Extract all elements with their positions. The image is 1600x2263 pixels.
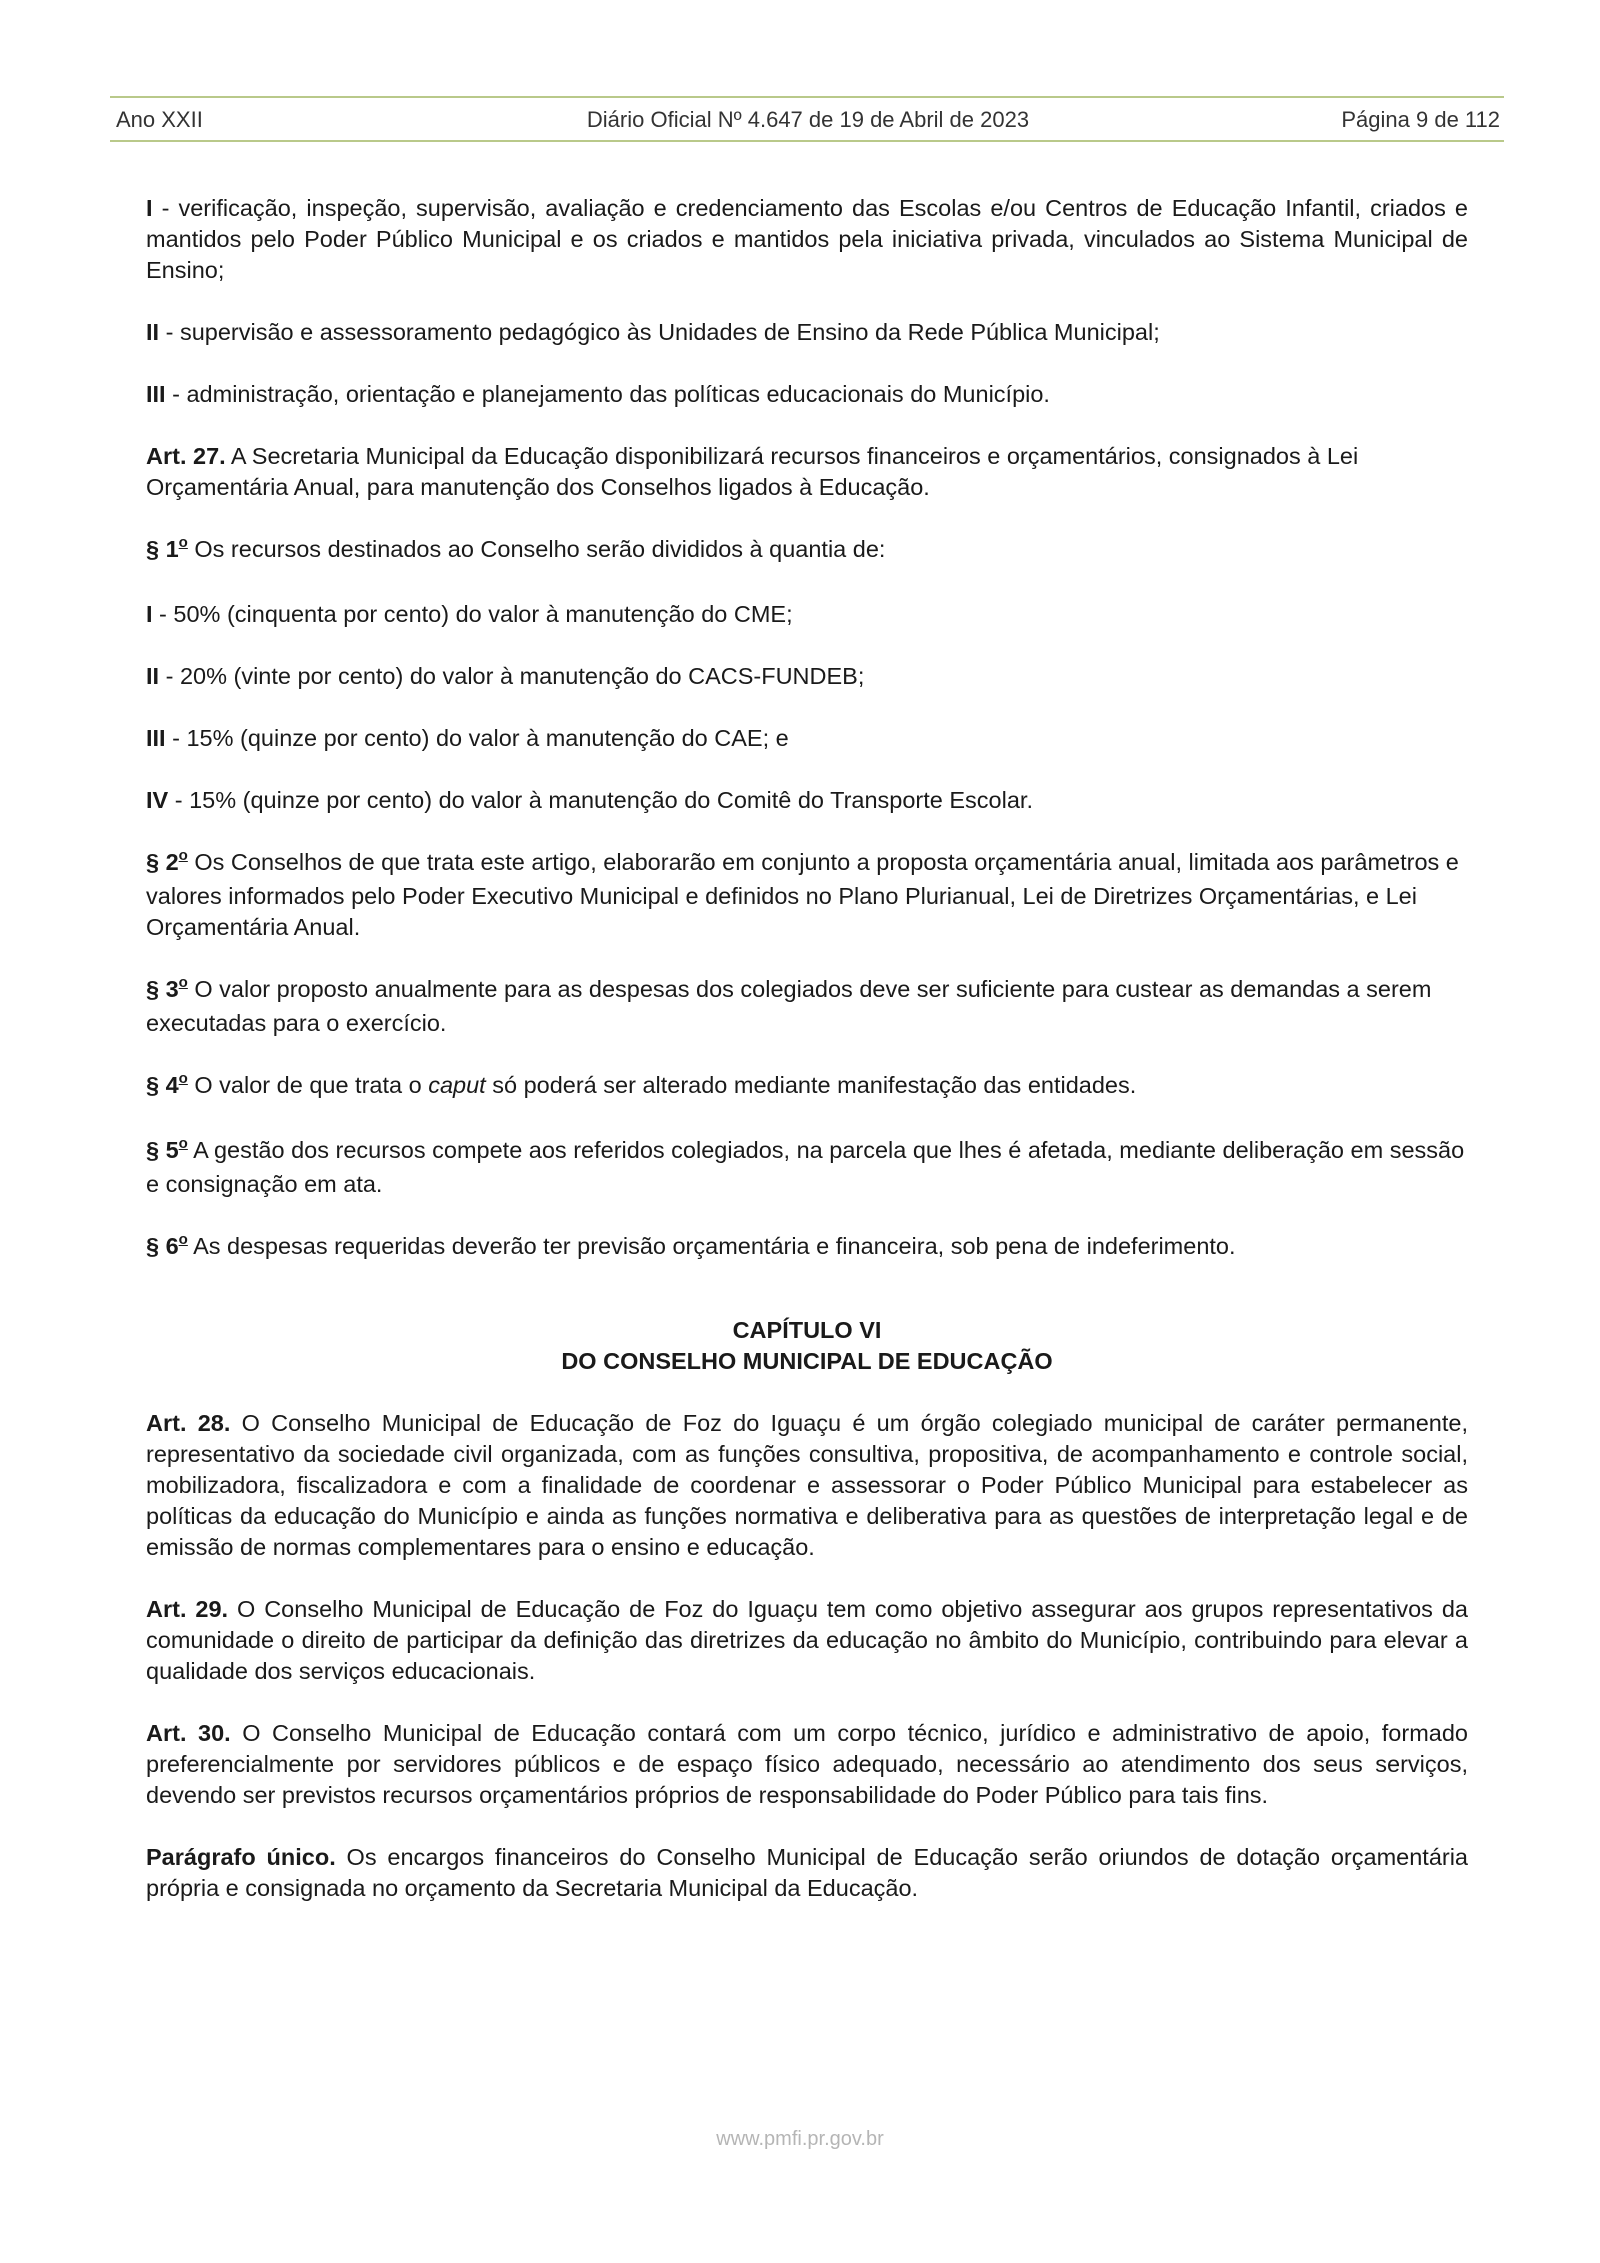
paragraph-2: § 2$^o$ Os Conselhos de que trata este artigo, elaborarão em conjunto a proposta orçamentária anual, limitada aos parâmetros e valores informados pelo Poder Executivo Municipal e definidos no Plano Plurianual, Lei de Diretrizes Orçamentárias, e Lei Orçamentária Anual. (146, 847, 1459, 940)
paragraph-4: § 4$^o$ O valor de que trata o caput só poderá ser alterado mediante manifestação das entidades. (146, 1070, 1137, 1098)
inciso-III-administracao: III - administração, orientação e planejamento das políticas educacionais do Município. (146, 381, 1050, 407)
article-28: Art. 28. O Conselho Municipal de Educação de Foz do Iguaçu é um órgão colegiado municipal de caráter permanente, representativo da sociedade civil organizada, com as funções consultiva, propositiva, de acompanhamento e controle social, mobilizadora, fiscalizadora e com a finalidade de coordenar e assessorar o Poder Público Municipal para estabelecer as políticas da educação do Município e ainda as funções normativa e deliberativa para as questões de interpretação legal e de emissão de normas complementares para o ensino e educação. (146, 1410, 1469, 1560)
header-title: Diário Oficial Nº 4.647 de 19 de Abril de 2023 (586, 107, 1030, 132)
inciso-I-cme: I - 50% (cinquenta por cento) do valor à manutenção do CME; (146, 601, 793, 627)
article-30: Art. 30. O Conselho Municipal de Educação contará com um corpo técnico, jurídico e administrativo de apoio, formado preferencialmente por servidores públicos e de espaço físico adequado, necessário ao atendimento dos seus serviços, devendo ser previstos recursos orçamentários próprios de responsabilidade do Poder Público para tais fins. (146, 1720, 1468, 1808)
chapter-title: DO CONSELHO MUNICIPAL DE EDUCAÇÃO (561, 1348, 1053, 1374)
inciso-IV-transporte: IV - 15% (quinze por cento) do valor à manutenção do Comitê do Transporte Escolar. (146, 787, 1033, 813)
header-edition: Ano XXII (116, 107, 203, 132)
article-27: Art. 27. A Secretaria Municipal da Educação disponibilizará recursos financeiros e orçamentários, consignados à Lei Orçamentária Anual, para manutenção dos Conselhos ligados à Educação. (146, 443, 1359, 500)
header-page-number: Página 9 de 112 (1341, 107, 1500, 132)
inciso-II-supervisao: II - supervisão e assessoramento pedagógico às Unidades de Ensino da Rede Pública Municipal; (146, 319, 1160, 345)
footer-url[interactable]: www.pmfi.pr.gov.br (716, 2128, 884, 2150)
inciso-III-cae: III - 15% (quinze por cento) do valor à manutenção do CAE; e (146, 725, 789, 751)
header-bottom-rule (110, 140, 1504, 142)
document-body (146, 193, 1468, 1935)
inciso-II-cacs-fundeb: II - 20% (vinte por cento) do valor à manutenção do CACS-FUNDEB; (146, 663, 865, 689)
page-header (116, 104, 1500, 136)
chapter-heading (146, 1315, 1468, 1377)
paragraph-6: § 6$^o$ As despesas requeridas deverão ter previsão orçamentária e financeira, sob pena de indeferimento. (146, 1231, 1236, 1259)
chapter-number: CAPÍTULO VI (732, 1317, 882, 1343)
paragraph-5: § 5$^o$ A gestão dos recursos compete aos referidos colegiados, na parcela que lhes é afetada, mediante deliberação em sessão e consignação em ata. (146, 1135, 1465, 1197)
paragrafo-unico: Parágrafo único. Os encargos financeiros do Conselho Municipal de Educação serão oriundos de dotação orçamentária própria e consignada no orçamento da Secretaria Municipal da Educação. (146, 1844, 1469, 1901)
inciso-I-verificacao: I - verificação, inspeção, supervisão, avaliação e credenciamento das Escolas e/ou Centros de Educação Infantil, criados e mantidos pelo Poder Público Municipal e os criados e mantidos pela iniciativa privada, vinculados ao Sistema Municipal de Ensino; (146, 195, 1468, 283)
paragraph-3: § 3$^o$ O valor proposto anualmente para as despesas dos colegiados deve ser suficiente para custear as demandas a serem executadas para o exercício. (146, 974, 1432, 1036)
paragraph-1: § 1$^o$ Os recursos destinados ao Conselho serão divididos à quantia de: (146, 534, 886, 562)
header-top-rule (110, 96, 1504, 98)
article-29: Art. 29. O Conselho Municipal de Educação de Foz do Iguaçu tem como objetivo assegurar aos grupos representativos da comunidade o direito de participar da definição das diretrizes da educação no âmbito do Município, contribuindo para elevar a qualidade dos serviços educacionais. (146, 1596, 1468, 1684)
